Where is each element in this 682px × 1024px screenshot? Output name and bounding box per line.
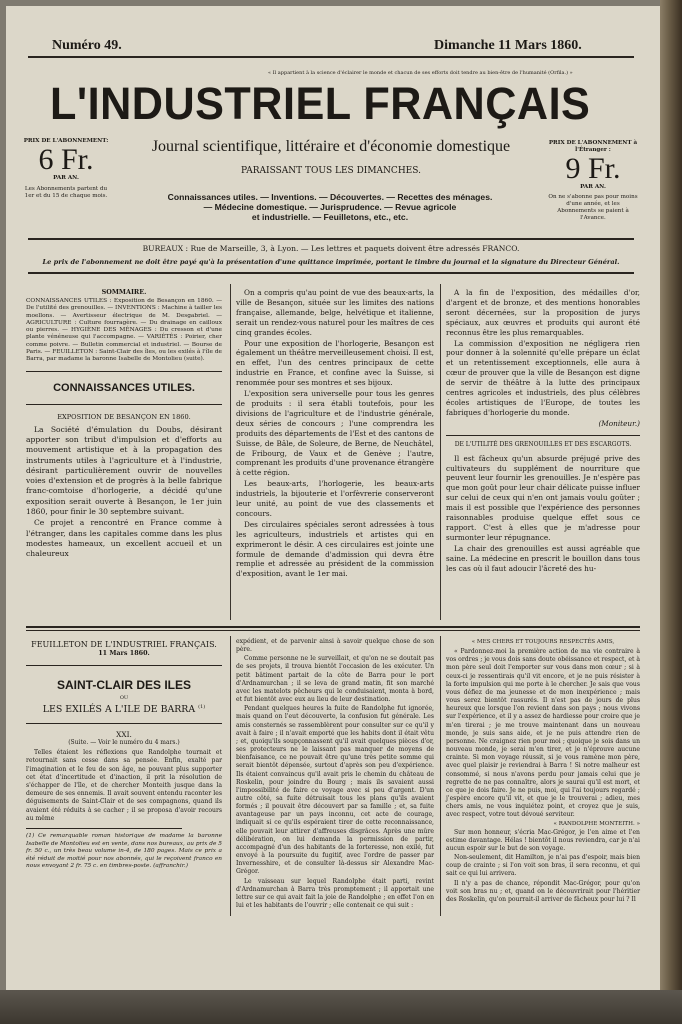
divider <box>446 435 640 436</box>
novel-subtitle <box>26 704 222 715</box>
column-divider <box>440 284 441 620</box>
paragraph: Il est fâcheux qu'un absurde préjugé prive des cultivateurs du supplément de nourriture que peuvent leur fournir les grenouilles. Je n'espère pas que mon goût pour leur chair délicate puisse influer sur celui de ceux qui n'en ont jamais voulu goûter ; mais il est possible que l'expérience des personnes raisonnables produise quelque effet sous ce rapport. C'est à elles que je m'adresse pour surmonter leur répugnance. <box>446 453 640 542</box>
paragraph: Des circulaires spéciales seront adressées à tous les agriculteurs, industriels et artistes qui en exprimeront le désir. A ces circulaires est jointe une formule de demande d'admission qui devra être remplie et adressée au président de la commission d'exposition, avant le 1er mai. <box>236 519 434 579</box>
paragraph: Les beaux-arts, l'horlogerie, les beaux-arts industriels, la bijouterie et l'orfèvrerie conserveront leur unité, au point de vue des classements et concours. <box>236 479 434 518</box>
subtitle: Journal scientifique, littéraire et d'économie domestique <box>151 138 511 155</box>
masthead-title: L'INDUSTRIEL FRANÇAIS <box>50 78 591 129</box>
right-note: On ne s'abonne pas pour moins d'une année, et les Abonnements se paient à l'Avance. <box>548 194 638 221</box>
right-price-label: PRIX DE L'ABONNEMENT à l'Étranger : <box>548 140 638 153</box>
paragraph: Sur mon honneur, s'écria Mac-Grégor, je l'en aime et l'en estime davantage. Hélas ! bientôt il nous reviendra, car je n'ai aucun espoir sur le but de son voyage. <box>446 828 640 852</box>
table-surface <box>0 990 682 1024</box>
novel-title: SAINT-CLAIR DES ILES <box>56 678 191 692</box>
divider <box>26 828 182 829</box>
newspaper-page <box>6 6 660 990</box>
left-price: 6 Fr. <box>38 143 94 176</box>
novel-subtitle-text: LES EXILÉS A L'ILE DE BARRA <box>42 704 196 716</box>
left-price-label: PRIX DE L'ABONNEMENT: <box>23 138 109 144</box>
divider <box>26 404 222 405</box>
bureaux: BUREAUX : Rue de Marseille, 3, à Lyon. — Les lettres et paquets doivent être adressés FRANCO. <box>142 244 520 253</box>
paragraph: « Pardonnez-moi la première action de ma vie contraire à vos ordres ; je vous dois sans doute obéissance et respect, et à mon père seul doit l'emporter sur vous dans mon cœur ; si à ceux-ci je ressentirais qu'il vit encore, et je ne puis résister à la forte impulsion qui me porte à le chercher. Je sais que vous vous défiez de ma jeunesse et de mon inexpérience ; mais vous serez bientôt rassurés. Il n'est pas de jours de plus heureux que lorsque l'on revient dans son pays ; nous vivons sur l'expérience, et il y a assez de hardiesse pour croire que je m'en tirerai ; je me trouve maintenant dans un nouveau monde, je suis sans aide, et je ne puis attendre rien de personne. Ne craignez rien pour moi ; quoique je sois dans un nouveau monde, je serai m'en tirer, et je n'éprouve aucune crainte. Si mon voyage réussit, si je vous ramène mon père, avec quel plaisir je reviendrai à Barra ! Si notre malheur est consommé, si nous n'avons perdu pour jamais celui que je regrette de ne pas connaître, alors je saurai qu'il est mort, et ce que je dois faire. Je ne puis, moi, qui l'ai toujours regardé ; j'espère encore qu'il vit, et que je le trouverai ; adieu, mes chers amis, ne vous inquiétez point, et croyez que je suis, avec respect, votre tout dévoué serviteur. <box>446 648 640 819</box>
issue-date: Dimanche 11 Mars 1860. <box>434 38 582 53</box>
left-note: Les Abonnements partent du 1er et du 15 de chaque mois. <box>24 186 108 199</box>
divider <box>26 371 222 372</box>
paragraph: Telles étaient les réflexions que Randolphe tournait et retournait sans cesse dans sa pensée. Enfin, exalté par l'imagination et le feu de son âge, ne pouvant plus supporter cet état d'incertitude et d'inaction, il prit la résolution de s'échapper de l'île, et de chercher Monteith jusque dans la demeure de ses ennemis. Il avait souvent entendu raconter les déguisements de Saint-Clair et de ses compagnons, quand ils avaient été réduits à se cacher ; il se proposa d'avoir recours au même <box>26 749 222 822</box>
paragraph: La chair des grenouilles est aussi agréable que saine. La médecine en prescrit le bouillon dans tous les cas où il faut adoucir l'âcreté des hu- <box>446 543 640 573</box>
sommaire-title: SOMMAIRE. <box>101 288 147 296</box>
header-rule <box>28 238 634 240</box>
feuilleton-column-1 <box>26 640 222 871</box>
notice-rule <box>28 272 634 274</box>
motto: « Il appartient à la science d'éclairer le monde et chacun de ses efforts doit tendre au bien-être de l'humanité (Orfila.) » <box>268 70 573 76</box>
suite-note: (Suite. — Voir le numéro du 4 mars.) <box>68 739 180 747</box>
feuilleton-column-3 <box>446 638 640 905</box>
column-1 <box>26 288 222 561</box>
issue-number: Numéro 49. <box>52 38 122 53</box>
novel-ou: OU <box>119 695 129 701</box>
paragraph: Le vaisseau sur lequel Randolphe était parti, revint d'Ardnamurchan à Barra très promptement ; il apportait une lettre sur ce qui avait fait la joie de Randolphe ; en effet l'on en lui et les habitants de l'ouvrir ; elle contenait ce qui suit : <box>236 877 434 909</box>
paragraph: expédient, et de parvenir ainsi à savoir quelque chose de son père. <box>236 638 434 654</box>
column-divider <box>230 284 231 620</box>
paragraph: Non-seulement, dit Hamilton, je n'ai pas d'espoir, mais bien coup de crainte ; si l'on voit son bras, il sera reconnu, et qui sait ce qui lui arrivera. <box>446 854 640 878</box>
feuilleton-text <box>26 749 222 823</box>
right-price-box <box>548 140 638 222</box>
paragraph: Pendant quelques heures la fuite de Randolphe fut ignorée, mais quand on l'eut découverte, la confusion fut générale. Les amis consternés se rassemblèrent pour consulter sur ce qu'il y avait à faire ; il n'avait emporté que les habits dont il était vêtu ; et, quoiqu'ils soupçonnassent qu'il avait quelques pièces d'or, ses protecteurs ne le laissant pas manquer de moyens de bienfaisance, ce ne pouvait être qu'une très petite somme qui serait bientôt dépensée, surtout d'après son peu d'expérience. Ils étaient convaincus qu'il avait pris le chemin du château de Roskelin, pour joindre du Bourg ; mais ils savaient aussi l'impossibilité de faire ce voyage avec si peu d'argent. D'un autre côté, sa fuite détruisait tous les plans qu'ils avaient formés ; il pouvait être découvert par sa famille ; et, sa fuite avantageuse par un pays inconnu, cet acte de courage, indiquait si ce qu'ils espéraient tirer de cette reconnaissance, elle pouvait leur attirer d'affreuses disgrâces. Après une mûre délibération, on lui demanda la permission de partir, accompagné d'un des habitants de la forteresse, non exilé, fut envoyé à la poursuite du fugitif, avec l'ordre de passer par Invernesshire, et de consulter là-dessus sir Alexandre Mac-Grégor. <box>236 705 434 876</box>
right-price: 9 Fr. <box>565 152 621 185</box>
paragraph: On a compris qu'au point de vue des beaux-arts, la ville de Besançon, située sur les limites des nations française, allemande, belge, helvétique et italienne, serait un rendez-vous naturel pour les maîtres de ces cinq grandes écoles. <box>236 288 434 337</box>
feuilleton-column-2 <box>236 638 434 911</box>
section-title: CONNAISSANCES UTILES. <box>53 381 195 394</box>
column-divider <box>440 636 441 916</box>
divider <box>26 665 222 666</box>
parution: PARAISSANT TOUS LES DIMANCHES. <box>241 166 421 176</box>
letter-signature: « RANDOLPHE MONTEITH. » <box>553 821 640 828</box>
article-title: DE L'UTILITÉ DES GRENOUILLES ET DES ESCARGOTS. <box>454 440 632 448</box>
article-title: EXPOSITION DE BESANÇON EN 1860. <box>57 412 191 421</box>
divider <box>26 723 222 724</box>
article-text <box>26 425 222 560</box>
signature: (Moniteur.) <box>598 418 640 428</box>
paragraph: Comme personne ne le surveillait, et qu'on ne se doutait pas de ses projets, il trouva bientôt l'occasion de les exécuter. Un petit bâtiment partait de la côte de Barra pour le port d'Ardnamurchan ; il se leva de grand matin, fit son marché avec les matelots pêcheurs qui le conduisaient, monta à bord, et fut bientôt avec eux au lieu de leur destination. <box>236 655 434 704</box>
feuilleton-rule <box>26 626 640 628</box>
rubrique-line: — Médecine domestique. — Jurisprudence. — Revue agricole <box>203 202 457 212</box>
left-par-an: PAR AN. <box>53 175 79 181</box>
chapter-number: XXI. <box>116 730 132 740</box>
column-3 <box>446 288 640 574</box>
feuilleton-date: 11 Mars 1860. <box>98 649 150 657</box>
left-price-box <box>20 138 112 200</box>
paragraph: La Société d'émulation du Doubs, désirant apporter son tribut d'impulsion et d'efforts au mouvement artistique et à la propagation des instruments utiles à l'agriculture et à l'industrie, désirant particulièrement ouvrir de nouvelles voies d'extension et de progrès à la belle fabrique franc-comtoise d'horlogerie, a décidé qu'une exposition serait ouverte à Besançon, le 1er juin 1860, pour finir le 30 septembre suivant. <box>26 424 222 517</box>
paragraph: Il n'y a pas de chance, répondit Mac-Grégor, pour qu'on voit son bras nu ; et, quand on le découvrirait pour l'héritier des Roskelin, qu'on pourrait-il arriver de fâcheux pour lui ? Il <box>446 879 640 903</box>
rubriques <box>110 192 550 222</box>
feuilleton-rule <box>26 630 640 631</box>
rubrique-line: et industrielle. — Feuilletons, etc., etc. <box>251 212 409 222</box>
book-binding <box>660 0 682 1024</box>
footnote: (1) Ce remarquable roman historique de madame la baronne Isabelle de Montolieu est en vente, dans nos bureaux, au prix de 5 fr. 50 c., un très beau volume in-4, de 180 pages. Mais ce prix a été réduit de moitié pour nos abonnés, qui le reçoivent franco en nous envoyant 2 fr. 75 c. en timbres-poste. (affranchir.) <box>26 832 222 870</box>
column-divider <box>230 636 231 916</box>
paragraph: A la fin de l'exposition, des médailles d'or, d'argent et de bronze, et des mentions honorables seront décernées, sur la proposition de jurys spéciaux, aux œuvres et produits qui auront été reconnus être les plus remarquables. <box>446 288 640 337</box>
top-rule <box>28 56 634 58</box>
rubrique-line: Connaissances utiles. — Inventions. — Découvertes. — Recettes des ménages. <box>167 192 493 202</box>
feuilleton-header: FEUILLETON DE L'INDUSTRIEL FRANÇAIS. <box>31 640 217 649</box>
right-par-an: PAR AN. <box>580 184 606 190</box>
footnote-mark: (1) <box>198 704 206 710</box>
sommaire-text: CONNAISSANCES UTILES : Exposition de Besançon en 1860. — De l'utilité des grenouilles. — INVENTIONS : Machine à tailler les moellons. — Avertisseur électrique de M. Desgabriel. — AGRICULTURE : Culture fourragère. — Du drainage en cailloux ou pierres. — HYGIÈNE DES MÉNAGES : Du cresson et d'une plante vénéneuse qui l'accompagne. — VARIÉTÉS : Poirier, cher comme poivre. — Bulletin commercial et industriel. — Bourse de Paris. — FEUILLETON : Saint-Clair des îles, ou les exilés à l'île de Barra, par madame la baronne Isabelle de Montolieu (suite). <box>26 298 222 363</box>
column-2 <box>236 288 434 580</box>
paragraph: Ce projet a rencontré en France comme à l'étranger, dans les capitales comme dans les plus modestes hameaux, un excellent accueil et un chaleureux <box>26 518 222 559</box>
paragraph: L'exposition sera universelle pour tous les genres de produits : il sera établi toutefois, pour les divisions de l'agriculture et de l'industrie générale, deux séries de concours ; l'une comprendra les produits des départements de l'Est et des cantons de Suisse, de Bâle, de Soleure, de Berne, de Neuchâtel, de Fribourg, de Vaux et de Genève ; l'autre, comprenant les produits d'une provenance étrangère à cette région. <box>236 389 434 478</box>
letter-salutation: « MES CHERS ET TOUJOURS RESPECTÉS AMIS, <box>471 639 615 645</box>
paragraph: Pour une exposition de l'horlogerie, Besançon est également un théâtre merveilleusement choisi. Il est, en effet, l'un des centres principaux de cette industrie en France, et confine avec la Suisse, si renommée pour ses montres et ses bijoux. <box>236 338 434 388</box>
paragraph: La commission d'exposition ne négligera rien pour donner à la solennité qu'elle prépare un éclat et un retentissement exceptionnels, elle aura à cœur de prouver que la ville de Besançon est digne de servir de théâtre à la lutte des principaux centres agricoles et industriels, des plus célèbres écoles artistiques de l'Europe, de toutes les fabriques d'horlogerie du monde. <box>446 338 640 417</box>
notice: Le prix de l'abonnement ne doit être payé qu'à la présentation d'une quittance imprimée, portant le timbre du journal et la signature du Directeur Général. <box>42 258 620 266</box>
